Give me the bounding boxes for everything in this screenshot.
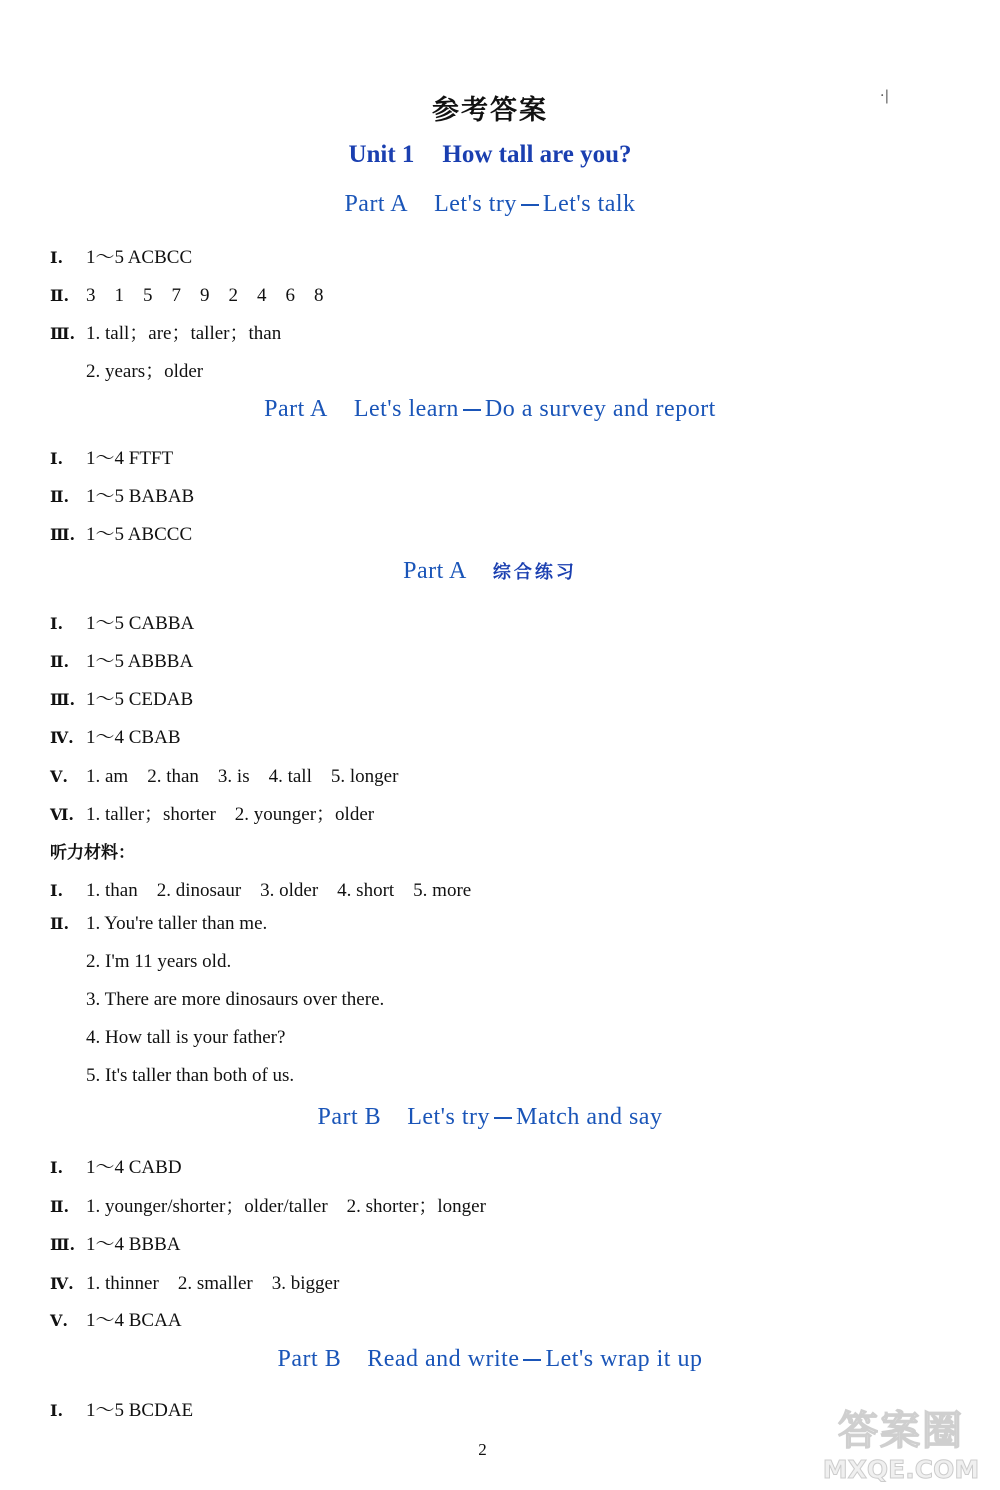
answer-line — [50, 989, 384, 1011]
page-title: 参考答案 — [432, 95, 548, 126]
item-number: Ⅳ. — [50, 1274, 74, 1293]
item-number: Ⅱ. — [50, 1197, 70, 1216]
watermark-icon — [812, 1398, 990, 1484]
item-number: Ⅲ. — [50, 690, 76, 709]
section-part: Part A — [344, 191, 409, 217]
item-number: Ⅱ. — [50, 652, 70, 671]
answer-text: 1～4 BBBA — [86, 1234, 181, 1255]
answer-line — [50, 646, 193, 673]
answer-line — [50, 761, 398, 788]
answer-line — [50, 1191, 486, 1218]
corner-mark: ·| — [880, 88, 890, 104]
item-number: Ⅱ. — [50, 286, 70, 305]
section-part: Part B — [277, 1346, 342, 1372]
answer-line — [50, 443, 173, 470]
answer-text: 1～5 ACBCC — [86, 247, 193, 268]
answer-text: 1～5 CABBA — [86, 613, 195, 634]
answer-text: 1. taller；shorter 2. younger；older — [86, 804, 375, 825]
answer-text: 1～5 CEDAB — [86, 689, 194, 710]
watermark-logo — [812, 1398, 990, 1484]
answer-text: 1～4 FTFT — [86, 448, 174, 469]
answer-text: 1. You're taller than me. — [86, 913, 268, 934]
section-title-b: Let's talk — [542, 191, 636, 217]
svg-text:答案圈: 答案圈 — [838, 1408, 964, 1454]
item-number: Ⅲ. — [50, 1235, 76, 1254]
section-part: Part A — [403, 558, 467, 584]
section-heading — [0, 1104, 980, 1131]
answer-line — [50, 1065, 294, 1087]
answer-line — [50, 1395, 193, 1422]
item-number: Ⅳ. — [50, 728, 74, 747]
answer-line — [50, 1152, 182, 1179]
section-part: Part A — [264, 396, 328, 422]
svg-text:MXQE.COM: MXQE.COM — [822, 1455, 980, 1484]
item-number: Ⅰ. — [50, 1401, 64, 1420]
answer-text: 1. am 2. than 3. is 4. tall 5. longer — [86, 766, 399, 787]
answer-text: 3 1 5 7 9 2 4 6 8 — [86, 285, 324, 306]
unit-name: How tall are you? — [442, 141, 632, 168]
answer-text: 1. thinner 2. smaller 3. bigger — [86, 1273, 340, 1294]
section-title-a: Let's try — [407, 1104, 490, 1130]
answer-line — [50, 875, 471, 902]
item-number: Ⅲ. — [50, 525, 76, 544]
answer-line — [50, 913, 267, 935]
answer-line — [50, 799, 374, 826]
section-title-a: Read and write — [367, 1346, 520, 1372]
unit-heading — [0, 141, 980, 169]
answer-text: 1～5 ABBBA — [86, 651, 194, 672]
answer-text: 5. It's taller than both of us. — [86, 1065, 295, 1086]
answer-line — [50, 1305, 182, 1332]
item-number: Ⅰ. — [50, 1158, 64, 1177]
section-title-b: Let's wrap it up — [545, 1346, 703, 1372]
answer-line — [50, 1027, 285, 1049]
section-heading — [0, 396, 980, 423]
section-title-cn: 综合练习 — [492, 562, 577, 583]
answer-text: 1. younger/shorter；older/taller 2. shorter；longer — [86, 1196, 486, 1217]
answer-line — [50, 722, 181, 749]
answer-text: 2. I'm 11 years old. — [86, 951, 232, 972]
answer-line — [50, 242, 192, 269]
section-title-a: Let's learn — [353, 396, 459, 422]
item-number: Ⅰ. — [50, 881, 64, 900]
page-number: 2 — [478, 1440, 487, 1459]
answer-text: 1～4 BCAA — [86, 1310, 182, 1331]
section-heading — [0, 191, 980, 218]
section-part: Part B — [317, 1104, 382, 1130]
answer-text: 1～4 CABD — [86, 1157, 182, 1178]
unit-number: Unit 1 — [348, 141, 415, 168]
answer-line — [50, 280, 324, 307]
answer-text: 1～5 BABAB — [86, 486, 195, 507]
answer-text: 1～5 ABCCC — [86, 524, 193, 545]
answer-text: 4. How tall is your father? — [86, 1027, 286, 1048]
answer-text: 1. than 2. dinosaur 3. older 4. short 5. more — [86, 880, 472, 901]
item-number: Ⅴ. — [50, 1311, 68, 1330]
section-heading — [0, 558, 980, 585]
answer-line — [50, 481, 194, 508]
answer-text: 3. There are more dinosaurs over there. — [86, 989, 385, 1010]
section-title-a: Let's try — [434, 191, 517, 217]
answer-line — [50, 951, 231, 973]
item-number: Ⅰ. — [50, 248, 64, 267]
answer-line — [50, 684, 193, 711]
item-number: Ⅱ. — [50, 487, 70, 506]
answer-text: 1～5 BCDAE — [86, 1400, 194, 1421]
answer-line — [50, 1268, 339, 1295]
item-number: Ⅱ. — [50, 914, 70, 933]
answer-line — [50, 519, 192, 546]
answer-text: 1. tall；are；taller；than — [86, 323, 282, 344]
item-number: Ⅴ. — [50, 767, 68, 786]
answer-line — [50, 608, 194, 635]
item-number: Ⅵ. — [50, 805, 74, 824]
section-title-b: Do a survey and report — [484, 396, 716, 422]
answer-line — [50, 318, 281, 345]
item-number: Ⅰ. — [50, 449, 64, 468]
section-title-b: Match and say — [516, 1104, 663, 1130]
listening-label: 听力材料： — [50, 843, 135, 863]
answer-line — [50, 1229, 181, 1256]
answer-text: 1～4 CBAB — [86, 727, 181, 748]
item-number: Ⅰ. — [50, 614, 64, 633]
item-number: Ⅲ. — [50, 324, 76, 343]
answer-line — [50, 356, 203, 383]
section-heading — [0, 1346, 980, 1373]
answer-text: 2. years；older — [86, 361, 204, 382]
